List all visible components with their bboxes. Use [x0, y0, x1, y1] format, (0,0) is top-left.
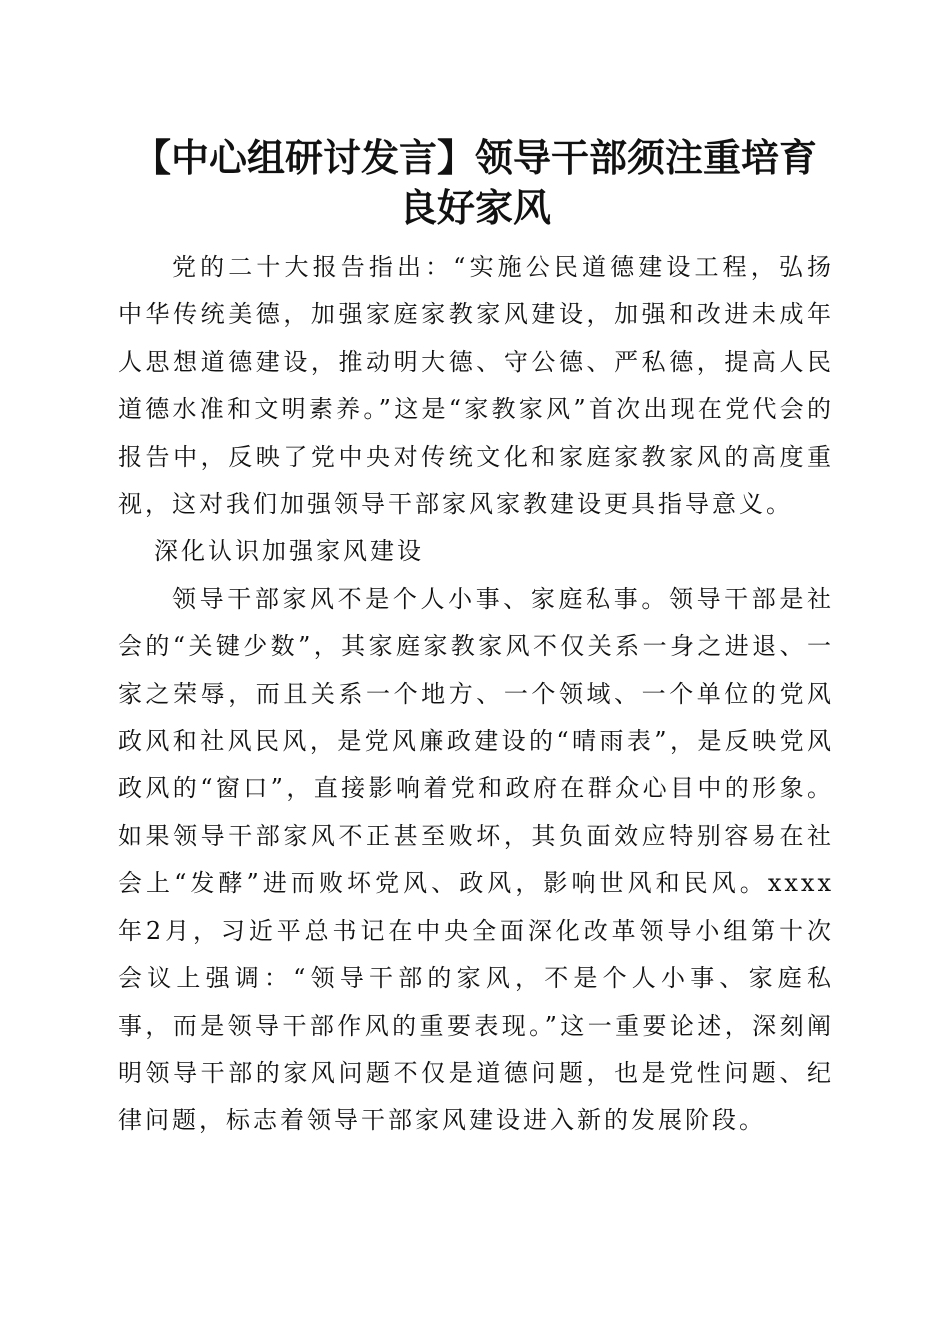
section-heading: 深化认识加强家风建设 [154, 537, 424, 566]
paragraph-body: 领导干部家风不是个人小事、家庭私事。领导干部是社会的“关键少数”，其家庭家教家风不仅关系一身之进退、一家之荣辱，而且关系一个地方、一个领域、一个单位的党风政风和社风民风，是党风廉政建设的“晴雨表”，是反映党风政风的“窗口”，直接影响着党和政府在群众心目中的形象。如果领导干部家风不正甚至败坏，其负面效应特别容易在社会上“发酵”进而败坏党风、政风，影响世风和民风。xxxx年2月，习近平总书记在中央全面深化改革领导小组第十次会议上强调：“领导干部的家风，不是个人小事、家庭私事，而是领导干部作风的重要表现。”这一重要论述，深刻阐明领导干部的家风问题不仅是道德问题，也是党性问题、纪律问题，标志着领导干部家风建设进入新的发展阶段。 [118, 584, 834, 1135]
paragraph-intro: 党的二十大报告指出：“实施公民道德建设工程，弘扬中华传统美德，加强家庭家教家风建设，加强和改进未成年人思想道德建设，推动明大德、守公德、严私德，提高人民道德水准和文明素养。”这是“家教家风”首次出现在党代会的报告中，反映了党中央对传统文化和家庭家教家风的高度重视，这对我们加强领导干部家风家教建设更具指导意义。 [118, 253, 834, 519]
document-title: 【中心组研讨发言】领导干部须注重培育良好家风 [132, 135, 817, 230]
document-body [118, 244, 834, 1145]
